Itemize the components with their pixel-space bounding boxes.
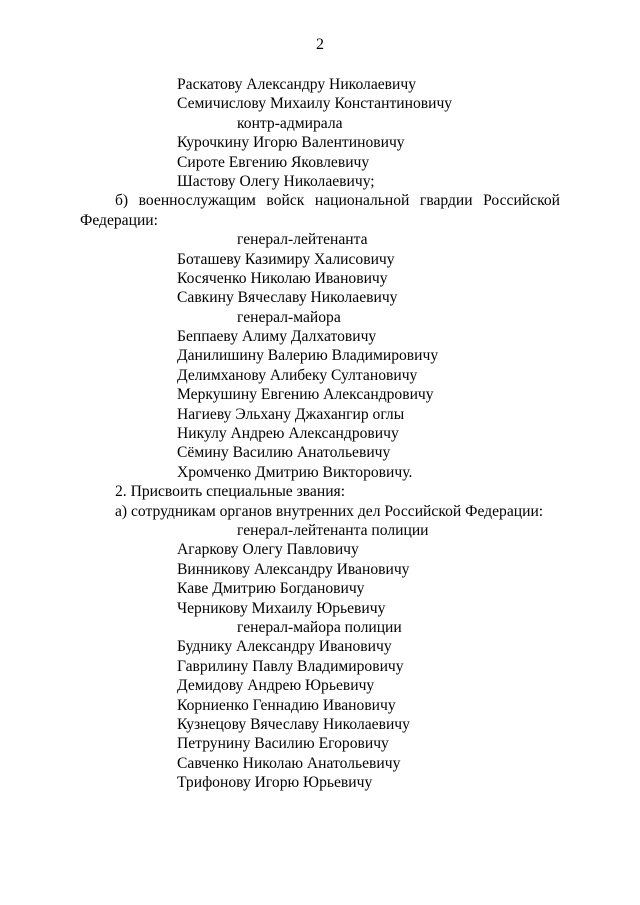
name-line: Агаркову Олегу Павловичу	[177, 541, 359, 559]
name-line: Корниенко Геннадию Ивановичу	[177, 696, 396, 714]
name-line: Гаврилину Павлу Владимировичу	[177, 657, 404, 675]
rank-heading: контр-адмирала	[237, 114, 343, 132]
name-line: Семичислову Михаилу Константиновичу	[177, 95, 453, 113]
name-line: Сироте Евгению Яковлевичу	[177, 153, 370, 171]
document-body	[0, 75, 640, 792]
name-line: Сёмину Василию Анатольевичу	[177, 444, 391, 462]
name-line: Кузнецову Вячеславу Николаевичу	[177, 715, 410, 733]
rank-heading: генерал-майора полиции	[237, 618, 402, 636]
page-number: 2	[316, 36, 324, 53]
name-line: Каве Дмитрию Богдановичу	[177, 580, 365, 598]
paragraph-continuation: Федерации:	[80, 211, 158, 229]
name-line: Косяченко Николаю Ивановичу	[177, 269, 388, 287]
name-line: Курочкину Игорю Валентиновичу	[177, 134, 405, 152]
name-line: Буднику Александру Ивановичу	[177, 638, 392, 656]
name-line: Хромченко Дмитрию Викторовичу.	[177, 463, 413, 481]
name-line: Делимханову Алибеку Султановичу	[177, 366, 418, 384]
rank-heading: генерал-майора	[237, 308, 341, 326]
name-line: Боташеву Казимиру Халисовичу	[177, 250, 395, 268]
name-line: Данилишину Валерию Владимировичу	[177, 347, 439, 365]
name-line: Беппаеву Алиму Далхатовичу	[177, 328, 377, 346]
rank-heading: генерал-лейтенанта	[237, 231, 368, 249]
name-line: Винникову Александру Ивановичу	[177, 560, 410, 578]
name-line: Демидову Андрею Юрьевичу	[177, 677, 375, 695]
name-line: Меркушину Евгению Александровичу	[177, 386, 434, 404]
name-line: Черникову Михаилу Юрьевичу	[177, 599, 386, 617]
paragraph-line: б) военнослужащим войск национальной гвардии Российской	[115, 192, 560, 210]
name-line: Петрунину Василию Егоровичу	[177, 735, 389, 753]
name-line: Савченко Николаю Анатольевичу	[177, 754, 401, 772]
name-line: Савкину Вячеславу Николаевичу	[177, 289, 398, 307]
name-line: Шастову Олегу Николаевичу;	[177, 172, 375, 190]
paragraph-line: 2. Присвоить специальные звания:	[115, 483, 346, 501]
name-line: Трифонову Игорю Юрьевичу	[177, 774, 373, 792]
paragraph-line: а) сотрудникам органов внутренних дел Российской Федерации:	[115, 502, 544, 520]
name-line: Никулу Андрею Александровичу	[177, 425, 399, 443]
name-line: Нагиеву Эльхану Джахангир оглы	[177, 405, 405, 423]
name-line: Раскатову Александру Николаевичу	[177, 76, 417, 93]
rank-heading: генерал-лейтенанта полиции	[237, 521, 429, 539]
